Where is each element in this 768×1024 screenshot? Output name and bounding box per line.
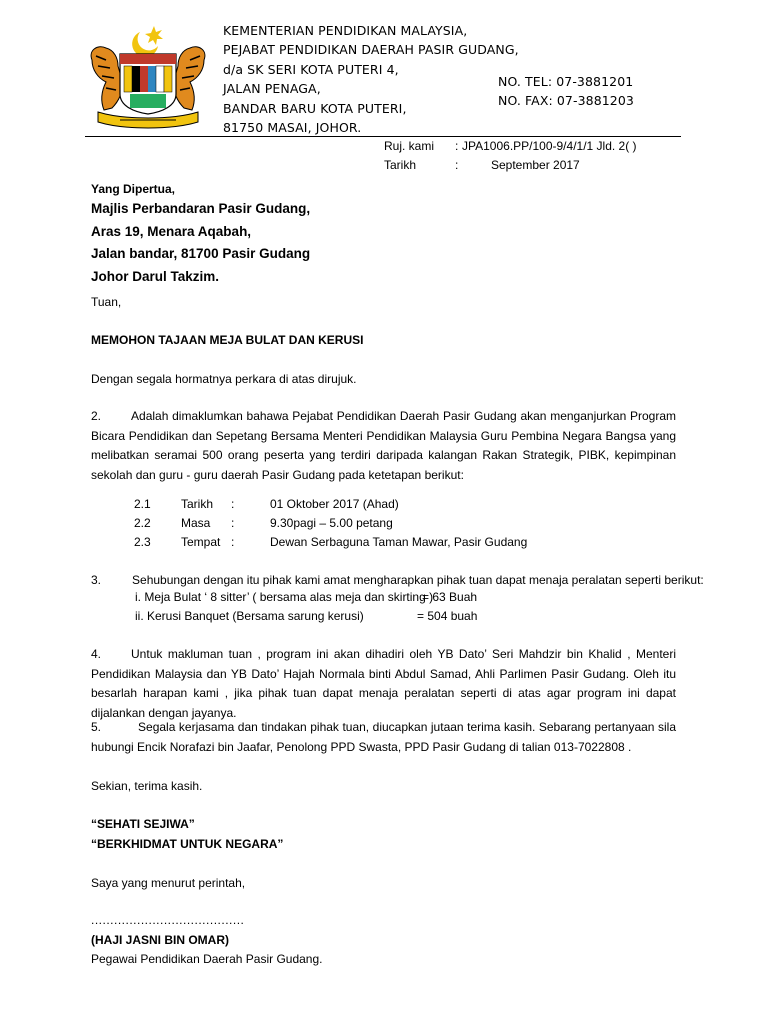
event-detail-date xyxy=(134,497,399,511)
letterhead-line: BANDAR BARU KOTA PUTERI, xyxy=(223,100,407,116)
paragraph-number: 4. xyxy=(91,647,102,661)
malaysia-coat-of-arms-icon xyxy=(84,20,212,132)
telephone-number: NO. TEL: 07-3881201 xyxy=(498,74,634,89)
paragraph-text: Adalah dimaklumkan bahawa Pejabat Pendidikan Daerah Pasir Gudang akan menganjurkan Program Bicara Pendidikan dan Sepetang Bersama Menteri Pendidikan Malaysia Guru Pembina Negara Bangsa yang melibatkan seramai 500 orang peserta yang terdiri daripada kalangan Rakan Strategik, PIBK, kepimpinan sekolah dan guru - guru daerah Pasir Gudang pada ketetapan berikut: xyxy=(91,409,676,482)
opening-sentence: Dengan segala hormatnya perkara di atas dirujuk. xyxy=(91,372,357,386)
item-separator: : xyxy=(231,497,235,511)
recipient-line: Aras 19, Menara Aqabah, xyxy=(91,223,252,239)
paragraph-2 xyxy=(91,407,676,485)
letter-date xyxy=(384,156,684,175)
item-number: 2.1 xyxy=(134,497,151,511)
instruction-line: Saya yang menurut perintah, xyxy=(91,876,246,890)
request-item-quantity: = 63 Buah xyxy=(422,590,478,604)
date-value: September 2017 xyxy=(491,158,580,172)
paragraph-text: Untuk makluman tuan , program ini akan dihadiri oleh YB Dato’ Seri Mahdzir bin Khalid , Menteri Pendidikan Malaysia dan YB Dato’ Hajah Normala binti Abdul Samad, Ahli Parlimen Pasir Gudang. Oleh itu besarlah harapan kami , jika pihak tuan dapat menaja peralatan seperti di atas agar program ini dapat dijalankan dengan jayanya. xyxy=(91,647,676,720)
fax-number: NO. FAX: 07-3881203 xyxy=(498,93,634,109)
salutation: Tuan, xyxy=(91,295,122,309)
item-separator: : xyxy=(231,516,235,530)
reference-value: JPA1006.PP/100-9/4/1/1 Jld. 2( ) xyxy=(462,139,637,153)
date-label: Tarikh xyxy=(384,158,417,172)
request-item-chairs xyxy=(135,609,478,623)
recipient-address xyxy=(91,180,310,288)
event-detail-time xyxy=(134,516,393,530)
recipient-title: Yang Dipertua, xyxy=(91,182,176,196)
paragraph-text: Segala kerjasama dan tindakan pihak tuan, diucapkan jutaan terima kasih. Sebarang pertanyaan sila hubungi Encik Norafazi bin Jaafar, Penolong PPD Swasta, PPD Pasir Gudang di talian 013-7022808 . xyxy=(91,720,676,754)
paragraph-number: 5. xyxy=(91,720,102,734)
paragraph-5 xyxy=(91,718,676,757)
item-number: 2.3 xyxy=(134,535,151,549)
item-number: 2.2 xyxy=(134,516,151,530)
request-item-quantity: = 504 buah xyxy=(417,609,478,623)
paragraph-number: 3. xyxy=(91,573,102,587)
reference-label: Ruj. kami xyxy=(384,139,435,153)
item-value: 9.30pagi – 5.00 petang xyxy=(270,516,393,530)
request-item-label: ii. Kerusi Banquet (Bersama sarung kerusi) xyxy=(135,609,364,623)
recipient-line: Johor Darul Takzim. xyxy=(91,268,220,284)
signer-name: (HAJI JASNI BIN OMAR) xyxy=(91,933,230,947)
item-label: Tarikh xyxy=(181,497,214,511)
paragraph-3 xyxy=(91,571,704,591)
event-detail-venue xyxy=(134,535,528,549)
subject-line: MEMOHON TAJAAN MEJA BULAT DAN KERUSI xyxy=(91,333,364,347)
paragraph-text: Sehubungan dengan itu pihak kami amat mengharapkan pihak tuan dapat menaja peralatan seperti berikut: xyxy=(132,573,704,587)
closing-line: Sekian, terima kasih. xyxy=(91,779,203,793)
letterhead-line: JALAN PENAGA, xyxy=(223,81,321,97)
item-separator: : xyxy=(231,535,235,549)
date-separator: : xyxy=(455,158,459,172)
reference-number xyxy=(384,137,684,156)
motto-berkhidmat: “BERKHIDMAT UNTUK NEGARA” xyxy=(91,837,284,851)
letterhead-line: d/a SK SERI KOTA PUTERI 4, xyxy=(223,61,399,77)
paragraph-number: 2. xyxy=(91,409,102,423)
paragraph-4 xyxy=(91,645,676,723)
item-label: Masa xyxy=(181,516,211,530)
letterhead-contact xyxy=(498,72,634,111)
signature-line: ........................................ xyxy=(91,913,245,927)
reference-separator: : xyxy=(455,139,459,153)
letterhead-line: 81750 MASAI, JOHOR. xyxy=(223,120,362,136)
recipient-line: Jalan bandar, 81700 Pasir Gudang xyxy=(91,246,311,261)
recipient-line: Majlis Perbandaran Pasir Gudang, xyxy=(91,201,311,216)
request-item-label: i. Meja Bulat ‘ 8 sitter’ ( bersama alas meja dan skirting ) xyxy=(135,590,434,604)
letterhead-address xyxy=(223,21,519,137)
motto-sehati-sejiwa: “SEHATI SEJIWA” xyxy=(91,817,195,831)
item-value: 01 Oktober 2017 (Ahad) xyxy=(270,497,399,511)
letterhead-line: KEMENTERIAN PENDIDIKAN MALAYSIA, xyxy=(223,23,468,38)
letterhead-line: PEJABAT PENDIDIKAN DAERAH PASIR GUDANG, xyxy=(223,42,519,58)
item-value: Dewan Serbaguna Taman Mawar, Pasir Gudang xyxy=(270,535,528,549)
request-item-tables xyxy=(135,590,478,604)
signer-title: Pegawai Pendidikan Daerah Pasir Gudang. xyxy=(91,952,323,966)
item-label: Tempat xyxy=(181,535,221,549)
